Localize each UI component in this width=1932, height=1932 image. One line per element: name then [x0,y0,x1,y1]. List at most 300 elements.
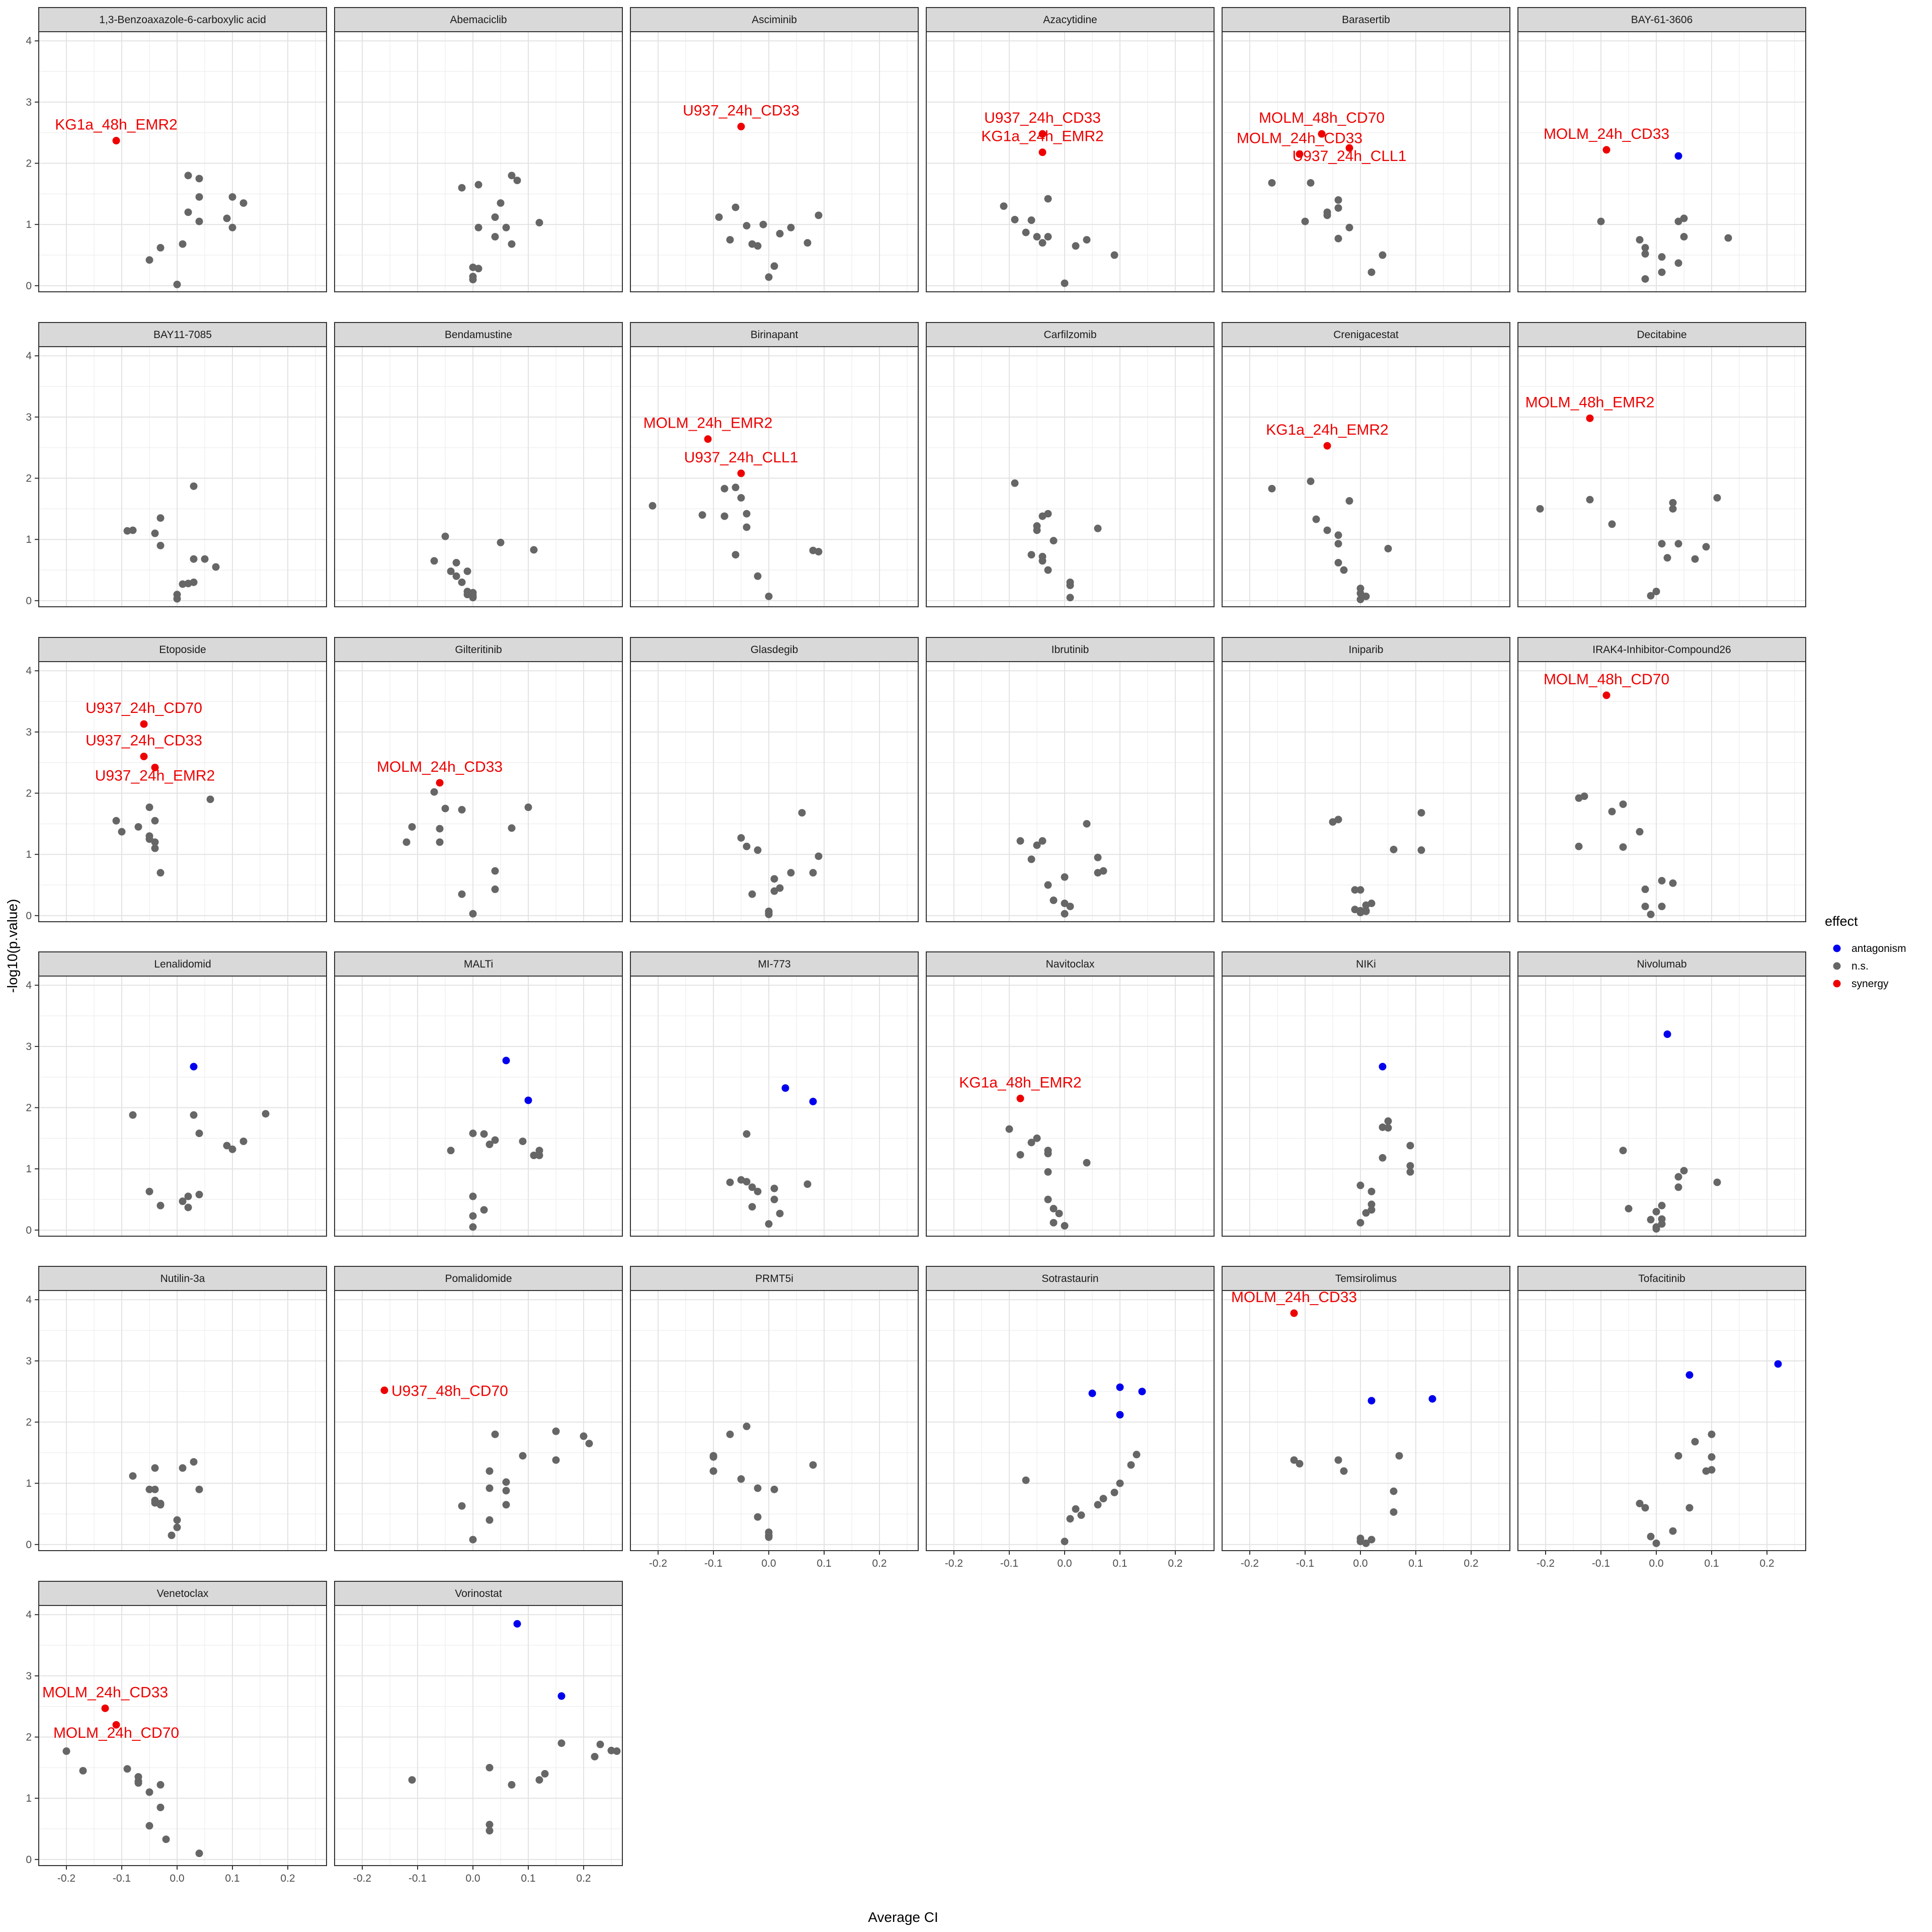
facet-panel [26,637,327,922]
ns-point [597,1741,604,1748]
panel-background [335,32,622,292]
point-label: U937_24h_EMR2 [95,767,215,784]
ns-point [798,809,806,817]
ns-point [1033,233,1041,240]
ns-point [1680,215,1688,222]
ns-point [1647,1216,1655,1224]
antagonism-point [1139,1388,1146,1395]
x-tick-label: -0.2 [649,1558,668,1569]
ns-point [1725,234,1732,242]
ns-point [508,824,516,832]
y-tick-label: 0 [26,910,32,922]
ns-point [771,875,778,882]
ns-point [442,804,449,812]
facet-panel [1518,323,1806,607]
facet-title: MALTi [463,958,494,970]
ns-point [436,838,444,846]
ns-point [1022,1477,1030,1484]
point-label: MOLM_48h_EMR2 [1525,394,1655,411]
facet-panel [1222,8,1510,292]
x-tick-label: -0.2 [353,1873,372,1884]
ns-point [804,1180,812,1188]
synergy-point [1039,148,1046,156]
ns-point [765,593,773,600]
ns-point [1390,846,1398,853]
y-tick-label: 3 [26,1355,32,1367]
ns-point [179,580,187,588]
ns-point [458,1502,466,1510]
ns-point [1620,800,1627,808]
ns-point [146,256,153,264]
point-label: MOLM_48h_CD70 [1543,671,1670,688]
ns-point [765,911,773,918]
ns-point [486,1516,494,1524]
ns-point [738,1475,745,1483]
y-tick-label: 2 [26,1731,32,1743]
facet-panel [1222,1266,1510,1551]
facet-panel [630,1266,918,1551]
ns-point [1357,1219,1364,1227]
ns-point [480,1206,488,1214]
ns-point [185,1203,192,1211]
ns-point [710,1467,717,1475]
facet-panel [335,323,622,607]
ns-point [541,1770,549,1778]
facet-title: IRAK4-Inhibitor-Compound26 [1592,644,1731,656]
antagonism-point [1089,1390,1096,1397]
ns-point [1044,567,1052,574]
ns-point [1028,1139,1035,1146]
ns-point [185,208,192,216]
point-label: MOLM_24h_CD33 [1231,1289,1357,1306]
y-tick-label: 1 [26,1793,32,1805]
facet-title: Nutilin-3a [160,1273,205,1284]
x-tick-label: 0.1 [1704,1558,1719,1569]
panel-background [630,32,918,292]
ns-point [1390,1488,1398,1495]
facet-title: MI-773 [758,958,791,970]
point-label: KG1a_48h_EMR2 [959,1074,1082,1091]
ns-point [469,1223,477,1231]
ns-point [1128,1461,1135,1469]
facet-title: BAY11-7085 [153,329,212,341]
y-tick-label: 2 [26,472,32,485]
ns-point [1368,1536,1376,1544]
ns-point [519,1138,527,1145]
ns-point [815,211,823,219]
x-tick-label: 0.1 [521,1873,536,1884]
ns-point [514,177,521,184]
ns-point [1675,1183,1682,1191]
ns-point [1658,540,1666,547]
panel-background [630,347,918,607]
ns-point [113,817,120,825]
ns-point [174,1523,181,1531]
facet-panel [26,1581,327,1866]
ns-point [492,233,499,240]
x-tick-label: 0.2 [280,1873,295,1884]
ns-point [1268,485,1276,493]
ns-point [1647,1533,1655,1541]
ns-point [1675,1452,1682,1460]
ns-point [453,559,460,567]
facet-title: Sotrastaurin [1041,1273,1099,1284]
ns-point [1703,543,1710,550]
ns-point [1642,275,1649,283]
facet-title: Barasertib [1342,14,1390,26]
ns-point [207,795,214,803]
ns-point [536,219,543,226]
ns-point [436,825,444,833]
ns-point [212,563,220,571]
panel-background [39,1291,327,1551]
ns-point [229,193,236,201]
ns-point [486,1764,494,1772]
synergy-point [436,779,444,786]
ns-point [157,244,165,252]
ns-point [530,546,538,553]
ns-point [721,512,729,520]
ns-point [157,514,165,522]
ns-point [1379,1154,1387,1162]
facet-title: Lenalidomid [154,958,211,970]
x-tick-label: -0.1 [112,1873,131,1884]
ns-point [1675,540,1682,547]
antagonism-point [190,1063,198,1071]
facet-title: Carfilzomib [1043,329,1097,341]
y-tick-label: 4 [26,1609,32,1621]
ns-point [1658,269,1666,276]
ns-point [458,806,466,814]
point-label: U937_24h_CD33 [683,102,799,119]
ns-point [190,1111,198,1119]
ns-point [458,184,466,192]
facet-panel [1518,637,1806,922]
ns-point [486,1141,494,1148]
facet-title: Pomalidomide [445,1273,512,1284]
ns-point [1357,596,1364,603]
panel-background [39,347,327,607]
ns-point [1625,1205,1633,1213]
panel-background [926,347,1214,607]
legend-label: antagonism [1852,943,1906,954]
ns-point [530,1152,538,1159]
facet-title: Decitabine [1637,329,1687,341]
panel-background [1518,1291,1806,1551]
ns-point [1675,1173,1682,1181]
ns-point [229,224,236,231]
ns-point [442,533,449,540]
ns-point [146,1188,153,1195]
ns-point [469,1192,477,1200]
ns-point [1296,1460,1304,1468]
synergy-point [140,720,148,728]
y-tick-label: 1 [26,1478,32,1490]
ns-point [229,1146,236,1153]
ns-point [715,213,723,221]
ns-point [486,1484,494,1492]
ns-point [1056,1210,1063,1217]
ns-point [1268,179,1276,187]
ns-point [492,213,499,221]
ns-point [743,1130,751,1138]
x-tick-label: 0.0 [1057,1558,1072,1569]
panel-background [1518,976,1806,1236]
ns-point [1028,855,1035,863]
ns-point [1368,1188,1376,1195]
ns-point [732,551,740,558]
facet-title: Venetoclax [156,1588,209,1599]
y-tick-label: 3 [26,1670,32,1682]
panel-background [335,1291,622,1551]
ns-point [431,557,438,565]
y-tick-label: 2 [26,1102,32,1114]
x-tick-label: 0.0 [1353,1558,1368,1569]
facet-panel [335,952,622,1236]
x-tick-label: 0.2 [576,1873,591,1884]
facet-panel [1518,1266,1806,1551]
point-label: MOLM_24h_CD33 [1543,125,1670,142]
ns-point [157,1781,165,1789]
ns-point [743,1423,751,1430]
ns-point [765,1534,773,1541]
ns-point [1597,218,1605,225]
x-tick-label: -0.2 [1536,1558,1555,1569]
ns-point [1050,537,1058,544]
ns-point [196,1849,203,1857]
x-tick-label: 0.0 [465,1873,480,1884]
ns-point [1017,1151,1024,1159]
ns-point [1418,809,1425,817]
ns-point [1362,908,1370,915]
ns-point [469,276,477,283]
ns-point [185,172,192,179]
ns-point [1094,869,1102,876]
ns-point [196,1486,203,1493]
ns-point [1000,202,1008,210]
ns-point [699,511,706,519]
ns-point [1022,229,1030,236]
ns-point [743,510,751,518]
ns-point [508,1781,516,1789]
ns-point [262,1110,270,1117]
y-tick-label: 2 [26,157,32,170]
ns-point [157,869,165,876]
ns-point [1039,512,1046,520]
ns-point [749,891,756,898]
ns-point [1608,808,1616,816]
ns-point [508,240,516,248]
ns-point [727,1178,734,1186]
y-tick-label: 1 [26,534,32,546]
ns-point [151,1499,159,1507]
ns-point [1664,554,1671,561]
antagonism-point [514,1620,521,1628]
ns-point [79,1767,87,1775]
facet-panel [26,952,327,1236]
ns-point [503,1501,510,1508]
ns-point [1067,582,1074,589]
ns-point [1072,1505,1080,1513]
ns-point [151,530,159,537]
x-tick-label: 0.0 [1649,1558,1664,1569]
antagonism-point [1686,1371,1694,1379]
y-tick-label: 2 [26,787,32,799]
facet-title: Vorinostat [455,1588,502,1599]
ns-point [458,579,466,586]
ns-point [168,1532,176,1539]
ns-point [1708,1453,1716,1461]
ns-point [1642,1504,1649,1511]
point-label: U937_24h_CLL1 [684,449,798,466]
ns-point [179,1464,187,1472]
ns-point [743,843,751,850]
ns-point [613,1747,621,1755]
ns-point [1379,252,1387,259]
ns-point [1658,877,1666,884]
ns-point [1385,545,1392,552]
facet-panel [335,1581,622,1866]
facet-panel [335,637,622,922]
ns-point [1044,233,1052,240]
ns-point [727,1430,734,1438]
ns-point [1669,1527,1677,1535]
y-tick-label: 1 [26,219,32,231]
antagonism-point [503,1057,510,1064]
ns-point [591,1753,599,1760]
antagonism-point [1368,1397,1376,1404]
facet-title: Nivolumab [1637,958,1687,970]
panel-background [335,662,622,922]
facet-title: PRMT5i [755,1273,793,1284]
synergy-point [1586,415,1594,422]
y-tick-label: 3 [26,96,32,108]
ns-point [1692,555,1699,563]
antagonism-point [1675,152,1682,159]
ns-point [1335,540,1342,547]
ns-point [1586,496,1594,504]
ns-point [771,262,778,270]
ns-point [810,1461,817,1469]
ns-point [118,828,126,836]
ns-point [1094,525,1102,532]
ns-point [727,236,734,244]
antagonism-point [1116,1384,1124,1391]
y-tick-label: 1 [26,849,32,861]
x-tick-label: 0.2 [1168,1558,1183,1569]
ns-point [1028,551,1035,558]
ns-point [1636,828,1644,836]
x-tick-label: -0.1 [1591,1558,1611,1569]
x-axis-title: Average CI [868,1909,938,1925]
ns-point [754,1513,762,1521]
ns-point [732,484,740,491]
ns-point [776,230,784,237]
facet-panel [926,1266,1214,1551]
ns-point [1100,1495,1107,1502]
facet-title: Asciminib [752,14,797,26]
facet-title: NIKi [1356,958,1376,970]
ns-point [201,555,209,563]
ns-point [558,1739,566,1747]
ns-point [475,181,482,189]
ns-point [1111,1489,1118,1496]
ns-point [1390,1508,1398,1516]
ns-point [1017,837,1024,845]
ns-point [1692,1438,1699,1445]
y-tick-label: 2 [26,1416,32,1428]
ns-point [760,221,767,228]
ns-point [721,485,729,493]
panel-background [39,32,327,292]
ns-point [1385,1124,1392,1132]
ns-point [1061,1222,1069,1230]
ns-point [1094,1501,1102,1508]
x-tick-label: -0.1 [704,1558,723,1569]
ns-point [1335,196,1342,204]
ns-point [223,215,231,222]
ns-point [129,1111,137,1119]
ns-point [738,834,745,842]
facet-title: Azacytidine [1043,14,1097,26]
ns-point [519,1452,527,1460]
ns-point [754,846,762,854]
synergy-point [140,753,148,760]
ns-point [124,1765,131,1773]
ns-point [1396,1452,1403,1460]
antagonism-point [810,1098,817,1105]
x-tick-label: -0.1 [1296,1558,1315,1569]
synergy-point [704,435,712,443]
antagonism-point [1379,1063,1387,1071]
synergy-point [1017,1095,1024,1102]
ns-point [552,1427,560,1435]
facet-panel [926,8,1214,292]
ns-point [1335,1456,1342,1464]
ns-point [1039,557,1046,565]
ns-point [1044,1168,1052,1176]
facet-title: Navitoclax [1045,958,1095,970]
ns-point [469,910,477,918]
y-tick-label: 4 [26,1294,32,1306]
ns-point [1329,818,1337,826]
ns-point [1067,903,1074,910]
ns-point [754,242,762,250]
point-label: U937_24h_CD70 [86,700,202,717]
ns-point [1346,224,1353,231]
ns-point [1357,886,1364,894]
ns-point [787,869,795,876]
ns-point [1083,236,1091,244]
ns-point [1537,505,1544,513]
antagonism-point [525,1096,532,1104]
facet-panel [26,1266,327,1551]
facet-panel [926,637,1214,922]
ns-point [1653,1208,1660,1216]
y-tick-label: 3 [26,726,32,738]
ns-point [771,1486,778,1493]
ns-point [1061,1538,1069,1545]
ns-point [1067,1515,1074,1522]
ns-point [1050,897,1058,904]
ns-point [1050,1219,1058,1227]
x-tick-label: -0.1 [1000,1558,1019,1569]
y-tick-label: 0 [26,1224,32,1236]
ns-point [469,1130,477,1137]
synergy-point [1603,146,1611,153]
facet-title: Iniparib [1348,644,1384,656]
facet-title: Abemaciclib [450,14,507,26]
